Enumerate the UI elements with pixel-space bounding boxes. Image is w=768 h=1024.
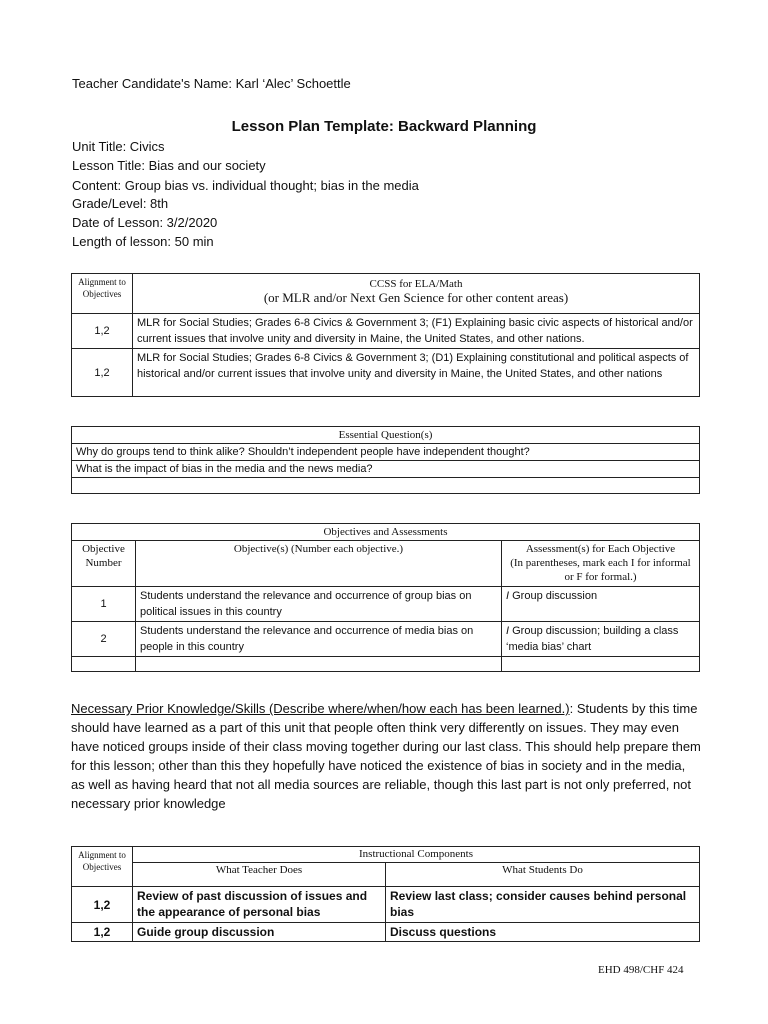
- objective-number-header: Objective Number: [72, 541, 136, 587]
- assessment-header-line1: Assessment(s) for Each Objective: [525, 543, 676, 555]
- teacher-column-header: What Teacher Does: [133, 863, 386, 887]
- instructional-table: [71, 846, 700, 942]
- student-action: Review last class; consider causes behind personal bias: [386, 887, 700, 923]
- objective-number: 2: [72, 622, 136, 657]
- objective-number: [72, 657, 136, 672]
- objective-number: 1: [72, 587, 136, 622]
- teacher-action: Review of past discussion of issues and the appearance of personal bias: [133, 887, 386, 923]
- student-action: Discuss questions: [386, 923, 700, 942]
- instruction-align-cell: 1,2: [72, 887, 133, 923]
- essential-questions-table: [71, 426, 700, 494]
- assessment-label: Group discussion; building a class ‘media bias’ chart: [506, 625, 679, 653]
- students-column-header: What Students Do: [386, 863, 700, 887]
- lesson-date: Date of Lesson: 3/2/2020: [72, 215, 218, 230]
- objective-text: Students understand the relevance and occurrence of group bias on political issues in this country: [136, 587, 502, 622]
- ccss-standard-cell: MLR for Social Studies; Grades 6-8 Civics & Government 3; (D1) Explaining constitutional and political aspects of historical and/or current issues that involve unity and diversity in Maine, the United States, and other nations: [133, 349, 700, 397]
- objectives-table: [71, 523, 700, 672]
- assessment-mark: I: [506, 590, 510, 602]
- essential-question-row: [72, 478, 700, 494]
- unit-title: Unit Title: Civics: [72, 139, 165, 154]
- page-title: Lesson Plan Template: Backward Planning: [231, 118, 537, 135]
- objective-header: Objective(s) (Number each objective.): [136, 541, 502, 587]
- assessment-text: [502, 587, 700, 622]
- essential-question-row: What is the impact of bias in the media and the news media?: [72, 461, 700, 478]
- alignment-header: Alignment to Objectives: [72, 274, 133, 314]
- ccss-table: [71, 273, 700, 397]
- teacher-action: Guide group discussion: [133, 923, 386, 942]
- essential-question-row: Why do groups tend to think alike? Shouldn’t independent people have independent thought?: [72, 444, 700, 461]
- footer-course-code: EHD 498/CHF 424: [598, 964, 684, 976]
- assessment-mark: I: [506, 625, 510, 637]
- objective-text: Students understand the relevance and occurrence of media bias on people in this country: [136, 622, 502, 657]
- prior-knowledge-label: Necessary Prior Knowledge/Skills (Describe where/when/how each has been learned.): [71, 701, 570, 716]
- assessment-header-line2: (In parentheses, mark each I for informal or F for formal.): [510, 557, 691, 583]
- assessment-label: Group discussion: [509, 590, 598, 602]
- content-line: Content: Group bias vs. individual thought; bias in the media: [72, 178, 419, 193]
- grade-level: Grade/Level: 8th: [72, 196, 169, 211]
- instruction-align-cell: 1,2: [72, 923, 133, 942]
- ccss-header-line1: CCSS for ELA/Math: [369, 278, 463, 290]
- prior-knowledge-paragraph: [71, 699, 701, 813]
- alignment-header: Alignment to Objectives: [72, 847, 133, 887]
- objective-text: [136, 657, 502, 672]
- assessment-text: [502, 657, 700, 672]
- assessment-text: [502, 622, 700, 657]
- ccss-align-cell: 1,2: [72, 314, 133, 349]
- lesson-length: Length of lesson: 50 min: [72, 234, 214, 249]
- ccss-header-line2: (or MLR and/or Next Gen Science for other content areas): [263, 290, 569, 305]
- ccss-align-cell: 1,2: [72, 349, 133, 397]
- assessment-header: [502, 541, 700, 587]
- candidate-name: Teacher Candidate's Name: Karl ‘Alec’ Schoettle: [72, 76, 351, 91]
- instructional-header: Instructional Components: [133, 847, 700, 863]
- objectives-header: Objectives and Assessments: [72, 524, 700, 541]
- essential-questions-header: Essential Question(s): [72, 427, 700, 444]
- ccss-header: [133, 274, 700, 314]
- ccss-standard-cell: MLR for Social Studies; Grades 6-8 Civics & Government 3; (F1) Explaining basic civic aspects of historical and/or current issues that involve unity and diversity in Maine, the United States, and other nations.: [133, 314, 700, 349]
- lesson-title: Lesson Title: Bias and our society: [72, 158, 266, 173]
- prior-knowledge-text: : Students by this time should have learned as a part of this unit that people often think very differently on issues. They may even have noticed groups inside of their class moving together during our last class. This should help prepare them for this lesson; other than this they hopefully have noticed the existence of bias in society and in the media, as well as having heard that not all media sources are reliable, though this last part is not only preferred, not necessary prior knowledge: [71, 701, 701, 811]
